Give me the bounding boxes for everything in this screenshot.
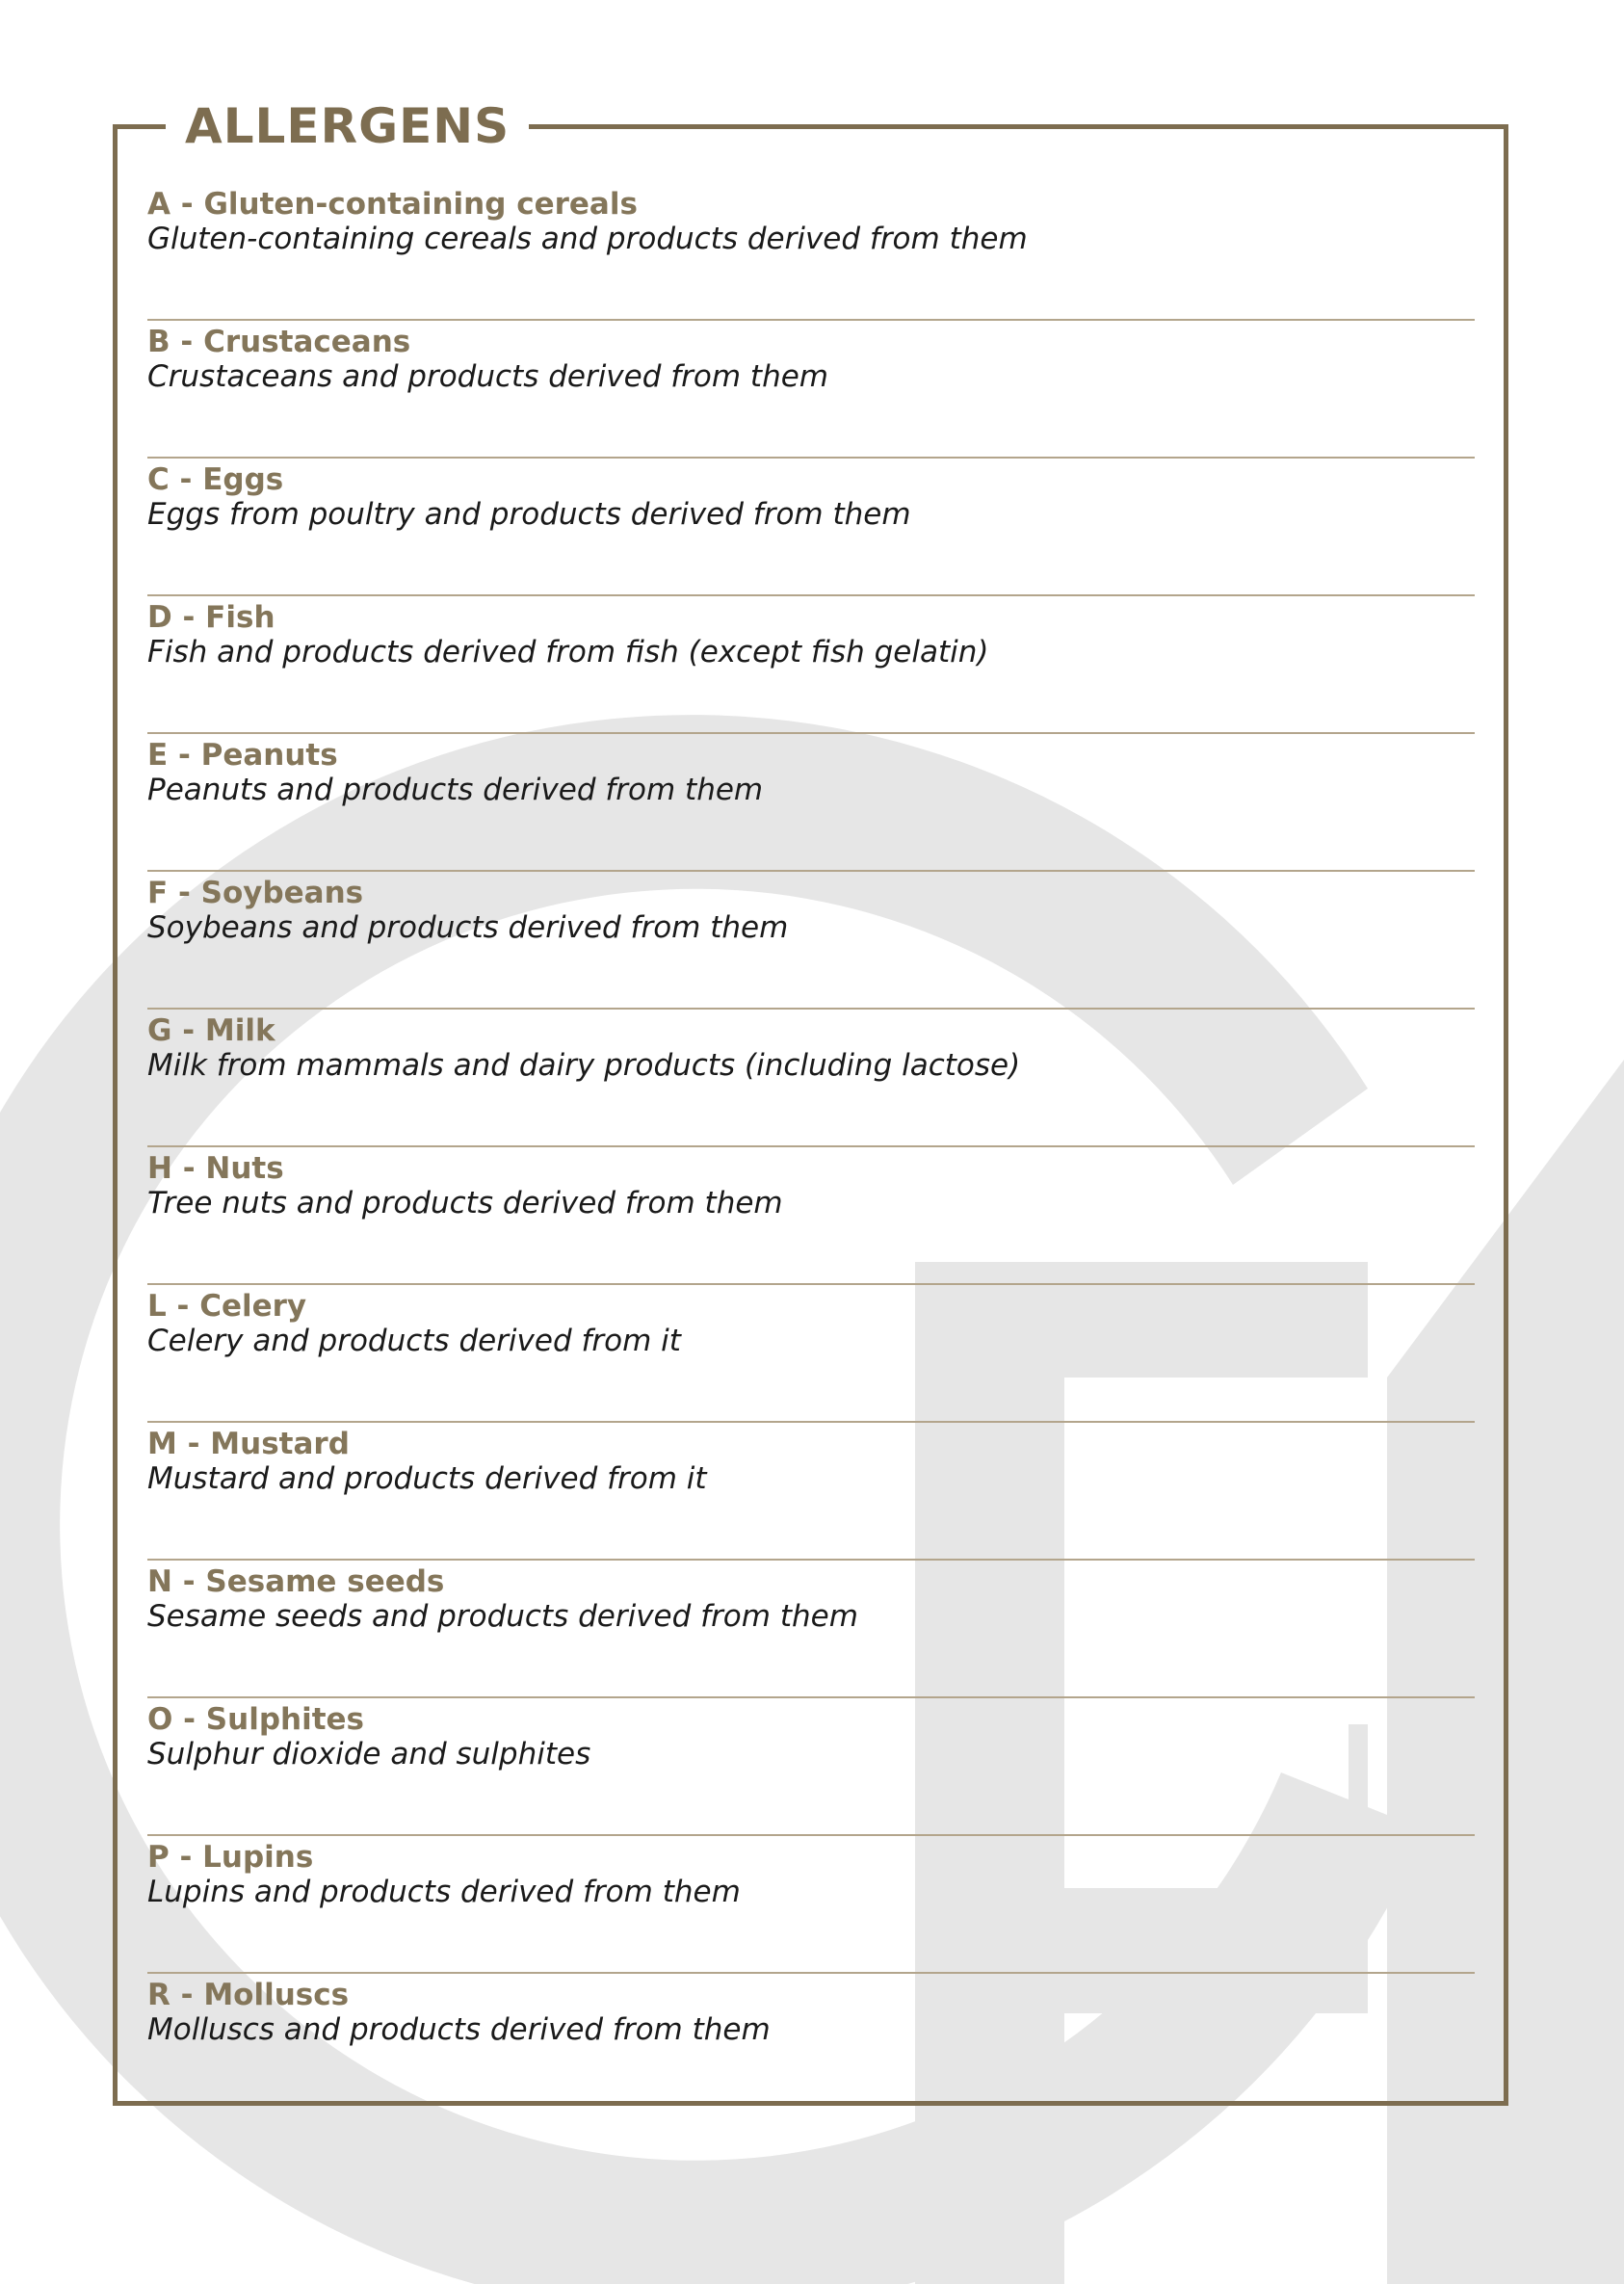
list-item (147, 321, 1475, 459)
allergen-list (147, 183, 1475, 2112)
list-item (147, 1698, 1475, 1836)
allergen-description: Mustard and products derived from it (147, 1461, 707, 1496)
list-item (147, 1423, 1475, 1561)
allergen-title: G - Milk (147, 1013, 275, 1048)
allergen-description: Crustaceans and products derived from them (147, 359, 829, 394)
list-item (147, 1147, 1475, 1285)
allergen-description: Tree nuts and products derived from them (147, 1186, 783, 1221)
allergen-title: R - Molluscs (147, 1978, 350, 2012)
list-item (147, 1561, 1475, 1698)
list-item (147, 1974, 1475, 2112)
allergen-title: F - Soybeans (147, 876, 364, 910)
allergen-description: Milk from mammals and dairy products (including lactose) (147, 1048, 1021, 1083)
allergen-title: H - Nuts (147, 1151, 284, 1186)
heading-wrapper (166, 92, 529, 160)
allergen-description: Eggs from poultry and products derived from them (147, 497, 911, 532)
allergen-description: Peanuts and products derived from them (147, 773, 764, 807)
list-item (147, 183, 1475, 321)
allergen-description: Fish and products derived from fish (except fish gelatin) (147, 635, 989, 669)
allergen-description: Sulphur dioxide and sulphites (147, 1737, 591, 1772)
list-item (147, 1010, 1475, 1147)
allergen-title: D - Fish (147, 600, 275, 635)
page-title: ALLERGENS (185, 98, 511, 154)
allergen-title: C - Eggs (147, 462, 284, 497)
allergen-description: Sesame seeds and products derived from them (147, 1599, 858, 1634)
allergen-description: Gluten-containing cereals and products derived from them (147, 222, 1028, 256)
allergen-title: A - Gluten-containing cereals (147, 187, 638, 222)
list-item (147, 872, 1475, 1010)
allergen-title: M - Mustard (147, 1427, 350, 1461)
allergen-description: Molluscs and products derived from them (147, 2012, 771, 2047)
allergen-description: Lupins and products derived from them (147, 1875, 741, 1909)
allergen-title: P - Lupins (147, 1840, 314, 1875)
allergen-title: L - Celery (147, 1289, 307, 1324)
list-item (147, 734, 1475, 872)
list-item (147, 459, 1475, 596)
allergen-title: E - Peanuts (147, 738, 338, 773)
allergen-title: B - Crustaceans (147, 325, 411, 359)
allergen-description: Celery and products derived from it (147, 1324, 681, 1358)
allergen-title: O - Sulphites (147, 1702, 365, 1737)
allergen-description: Soybeans and products derived from them (147, 910, 789, 945)
list-item (147, 596, 1475, 734)
list-item (147, 1836, 1475, 1974)
list-item (147, 1285, 1475, 1423)
allergen-title: N - Sesame seeds (147, 1564, 445, 1599)
